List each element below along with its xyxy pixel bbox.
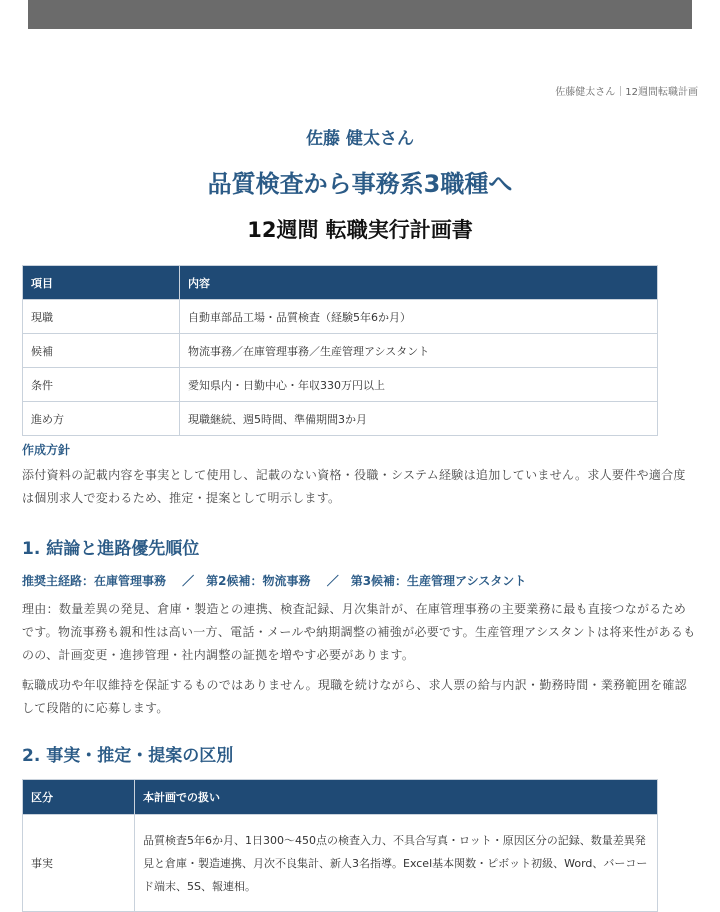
route-priority: 推奨主経路：在庫管理事務 ／ 第2候補：物流事務 ／ 第3候補：生産管理アシスタント xyxy=(22,574,527,588)
reason-text: 理由：数量差異の発見、倉庫・製造との連携、検査記録、月次集計が、在庫管理事務の主要業務に最も直接つながるためです。物流事務も親和性は高い一方、電話・メールや納期調整の補強が必要です。生産管理アシスタントは将来性があるものの、計画変更・進捗管理・社内調整の証拠を増やす必要があります。 xyxy=(22,602,696,662)
row-label: 候補 xyxy=(23,334,180,368)
row-value: 自動車部品工場・品質検査（経験5年6か月） xyxy=(180,300,658,334)
window-top-bar xyxy=(0,0,720,30)
document-subtitle: 12週間 転職実行計画書 xyxy=(247,218,473,242)
table-row xyxy=(23,334,658,368)
disclaimer-text: 転職成功や年収維持を保証するものではありません。現職を続けながら、求人票の給与内訳・勤務時間・業務範囲を確認して段階的に応募します。 xyxy=(22,678,687,715)
column-header: 内容 xyxy=(180,266,658,300)
document-title: 品質検査から事務系3職種へ xyxy=(207,170,513,198)
row-value: 品質検査5年6か月、1日300〜450点の検査入力、不具合写真・ロット・原因区分の記録、数量差異発見と倉庫・製造連携、月次不良集計、新人3名指導。Excel基本関数・ピボット初級、Word、バーコード端末、5S、報連相。 xyxy=(135,815,658,912)
table-header-row xyxy=(23,266,658,300)
table-header-row xyxy=(23,780,658,815)
table-row xyxy=(23,300,658,334)
column-header: 区分 xyxy=(23,780,135,815)
candidate-name: 佐藤 健太さん xyxy=(306,129,414,149)
section1-heading: 1. 結論と進路優先順位 xyxy=(22,539,200,559)
classification-table xyxy=(22,779,658,912)
top-bar-strip xyxy=(28,0,692,29)
table-row xyxy=(23,815,658,912)
row-value: 現職継続、週5時間、準備期間3か月 xyxy=(180,402,658,436)
column-header: 本計画での扱い xyxy=(135,780,658,815)
row-label: 進め方 xyxy=(23,402,180,436)
row-label: 事実 xyxy=(23,815,135,912)
row-value: 物流事務／在庫管理事務／生産管理アシスタント xyxy=(180,334,658,368)
row-label: 現職 xyxy=(23,300,180,334)
column-header: 項目 xyxy=(23,266,180,300)
summary-table xyxy=(22,265,658,436)
row-label: 条件 xyxy=(23,368,180,402)
policy-text: 添付資料の記載内容を事実として使用し、記載のない資格・役職・システム経験は追加していません。求人要件や適合度は個別求人で変わるため、推定・提案として明示します。 xyxy=(22,468,686,505)
table-row xyxy=(23,402,658,436)
policy-heading: 作成方針 xyxy=(22,443,71,457)
running-header: 佐藤健太さん｜12週間転職計画 xyxy=(555,87,698,98)
row-value: 愛知県内・日勤中心・年収330万円以上 xyxy=(180,368,658,402)
section2-heading: 2. 事実・推定・提案の区別 xyxy=(22,746,234,766)
table-row xyxy=(23,368,658,402)
